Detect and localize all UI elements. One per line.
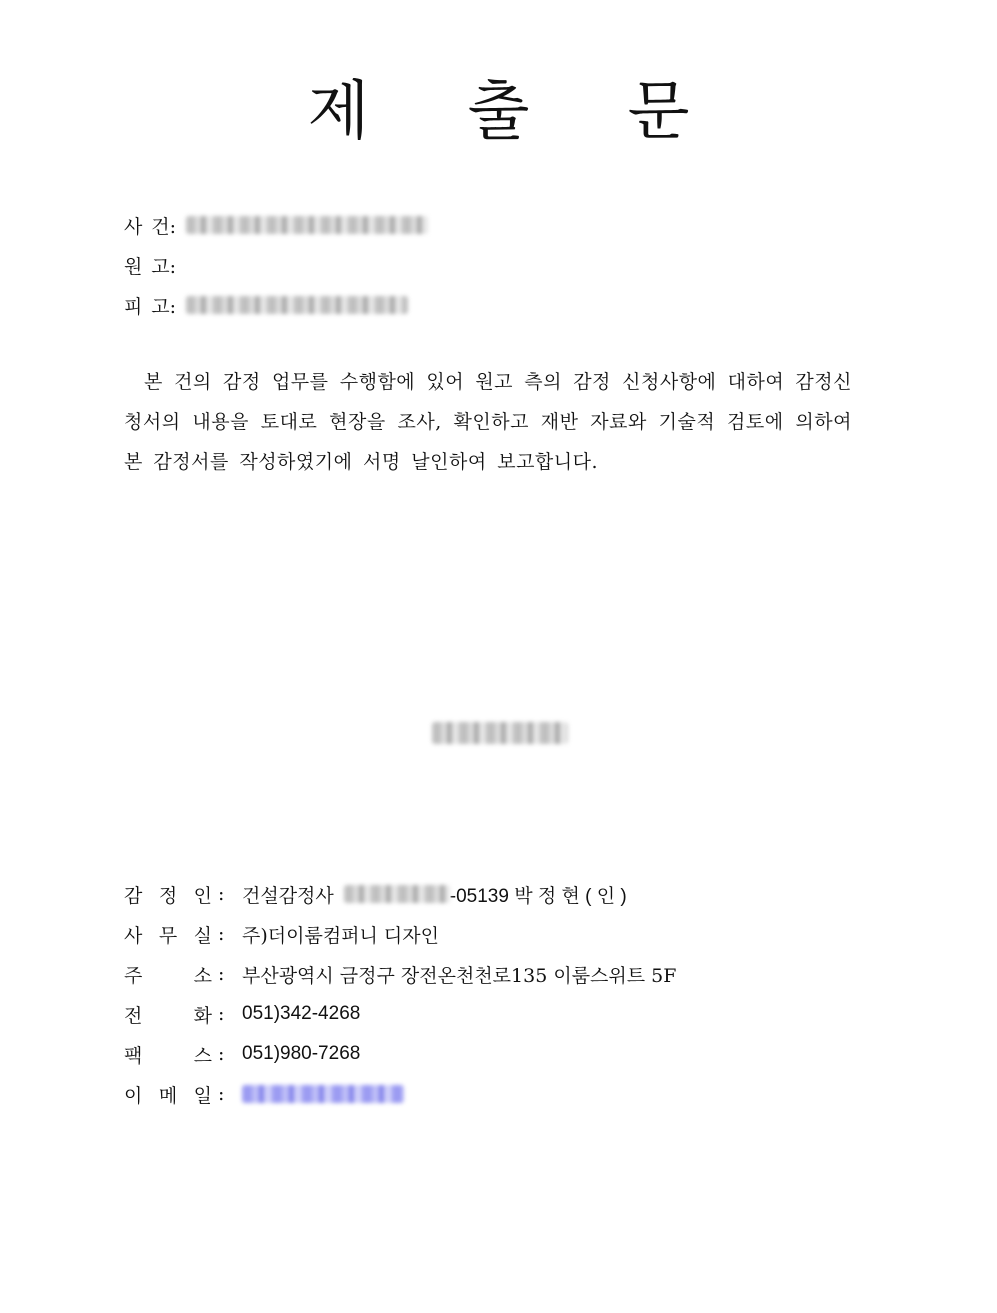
- address-value: 부산광역시 금정구 장전온천천로135 이룸스위트 5F: [242, 964, 677, 987]
- address-label: 주 소: [124, 964, 212, 987]
- phone-value: 051)342-4268: [242, 1003, 361, 1024]
- email-row: [124, 1074, 676, 1114]
- redacted-email: [242, 1085, 404, 1103]
- office-value: 주)더이룸컴퍼니 디자인: [242, 924, 439, 947]
- colon: :: [218, 1083, 225, 1105]
- address-row: [124, 954, 676, 994]
- appraiser-label: 감 정 인: [124, 884, 212, 907]
- case-label: 사 건:: [124, 215, 176, 238]
- office-row: [124, 914, 676, 954]
- colon: :: [218, 923, 225, 945]
- redacted-date: [432, 722, 568, 748]
- fax-row: [124, 1034, 676, 1074]
- phone-label: 전 화: [124, 1004, 212, 1027]
- title-char-3: 문: [627, 75, 690, 149]
- phone-row: [124, 994, 676, 1034]
- appraiser-value: 건설감정사 -05139 박 정 현 ( 인 ): [242, 884, 627, 907]
- fax-label: 팩 스: [124, 1044, 212, 1067]
- redacted-case-number: [186, 216, 428, 234]
- appraiser-row: [124, 874, 676, 914]
- defendant-label: 피 고:: [124, 295, 176, 318]
- colon: :: [218, 883, 225, 905]
- colon: :: [218, 1043, 225, 1065]
- case-row-defendant: [124, 285, 428, 325]
- email-label: 이 메 일: [124, 1084, 212, 1107]
- case-row-case: [124, 205, 428, 245]
- colon: :: [218, 963, 225, 985]
- appraiser-info: [124, 874, 676, 1114]
- colon: :: [218, 1003, 225, 1025]
- office-label: 사 무 실: [124, 924, 212, 947]
- body-paragraph: 본 건의 감정 업무를 수행함에 있어 원고 측의 감정 신청사항에 대하여 감정신청서의 내용을 토대로 현장을 조사, 확인하고 재반 자료와 기술적 검토에 의하여 본 감정서를 작성하였기에 서명 날인하여 보고합니다.: [124, 371, 852, 473]
- title-char-2: 출: [467, 75, 530, 149]
- title-char-1: 제: [307, 75, 370, 149]
- fax-value: 051)980-7268: [242, 1043, 361, 1064]
- redacted-license: [344, 885, 450, 903]
- document-title: [0, 72, 997, 152]
- plaintiff-label: 원 고:: [124, 255, 176, 278]
- case-info: [124, 205, 428, 325]
- redacted-defendant: [186, 296, 408, 314]
- case-row-plaintiff: [124, 245, 428, 285]
